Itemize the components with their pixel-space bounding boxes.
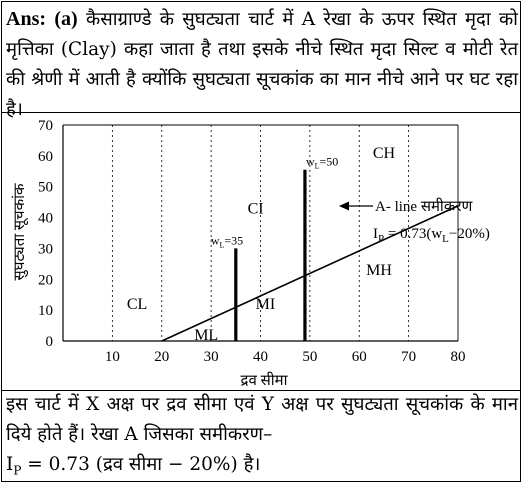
y-tick-label: 20 xyxy=(38,272,53,289)
y-tick-label: 60 xyxy=(38,148,53,165)
eq-i: I xyxy=(373,226,378,242)
region-labels xyxy=(127,145,396,344)
a-line-title: A- line समीकरण xyxy=(375,199,473,215)
region-ch: CH xyxy=(372,144,396,162)
answer-prefix: Ans: xyxy=(6,8,47,30)
eq-end: −20%) xyxy=(448,226,490,242)
region-mh: MH xyxy=(366,262,392,280)
answer-paragraph xyxy=(6,4,518,125)
y-tick-label: 50 xyxy=(38,179,53,196)
eq-sub-p: P xyxy=(378,233,385,245)
x-tick-label: 20 xyxy=(154,349,170,365)
y-tick-label: 40 xyxy=(38,210,53,227)
y-tick-label: 30 xyxy=(38,241,53,258)
x-tick-label: 50 xyxy=(302,349,318,365)
y-tick-label: 10 xyxy=(38,303,53,320)
region-cl: CL xyxy=(126,295,148,313)
plasticity-chart xyxy=(0,112,524,390)
x-tick-label: 40 xyxy=(253,349,268,365)
region-ci: CI xyxy=(247,200,264,218)
x-tick-label: 30 xyxy=(203,349,219,365)
a-line-equation xyxy=(373,226,490,245)
liquid-limit-label-2: $w_L=50$ xyxy=(305,154,339,171)
liquid-limit-label-1: $w_L=35$ xyxy=(210,233,244,250)
a-line-arrowhead xyxy=(339,202,349,211)
x-axis-label: द्रव सीमा xyxy=(240,373,288,389)
x-tick-label: 10 xyxy=(104,349,120,365)
explanation-paragraph xyxy=(6,390,518,486)
y-tick-label: 70 xyxy=(38,118,53,134)
eq-sub-l: L xyxy=(442,233,449,245)
eq-mid: = 0.73(w xyxy=(384,226,443,242)
region-ml: ML xyxy=(194,326,219,344)
y-axis-label: सुघट्यता सूचकांक xyxy=(12,183,28,281)
region-mi: MI xyxy=(255,295,276,313)
x-tick-label: 70 xyxy=(401,349,417,365)
explanation-text: इस चार्ट में X अक्ष पर द्रव सीमा एवं Y अक्ष पर सुघट्यता सूचकांक के मान दिये होते हैं। रेखा A जिसका समीकरण– xyxy=(6,394,518,445)
equation-sub: P xyxy=(13,463,22,478)
y-tick-label: 0 xyxy=(45,334,53,350)
equation-i: I xyxy=(6,454,14,475)
answer-part: (a) xyxy=(54,8,78,30)
a-line-annotation xyxy=(339,197,490,245)
x-tick-label: 80 xyxy=(450,349,466,365)
equation-rest: = 0.73 (द्रव सीमा − 20%) है। xyxy=(21,454,261,475)
answer-text: कैसाग्राण्डे के सुघट्यता चार्ट में A रेखा के ऊपर स्थित मृदा को मृत्तिका (Clay) कहा जाता है तथा इसके नीचे स्थित मृदा सिल्ट व मोटी रेत की श्रेणी में आती है क्योंकि सुघट्यता सूचकांक का मान नीचे आने पर घट रहा है। xyxy=(6,9,518,120)
x-tick-label: 60 xyxy=(351,349,367,365)
